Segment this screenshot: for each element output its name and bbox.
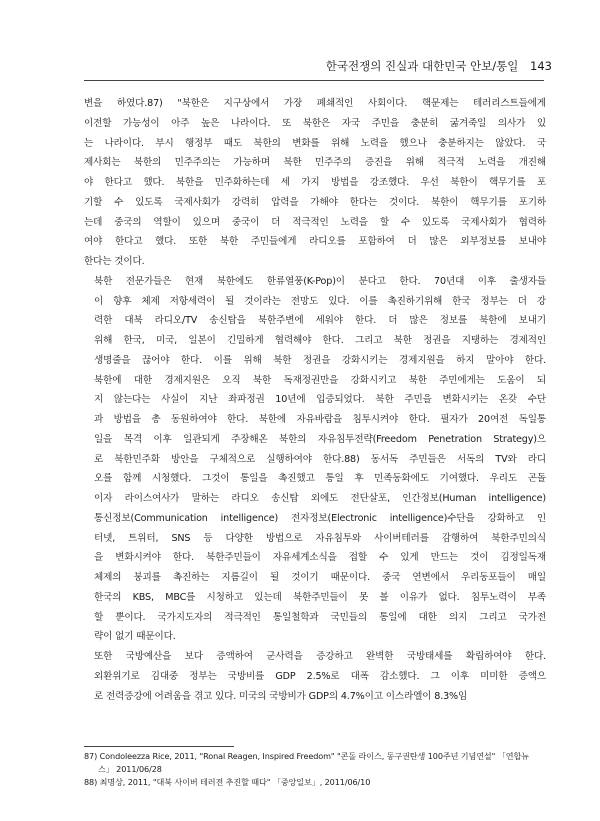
text-line: 이자 라이스여사가 말하는 라디오 송신탑 외에도 전단살포, 인간정보(Human intelligence): [94, 493, 546, 504]
footnote-line: 88) 최명상, 2011, "대북 사이버 테러전 추진할 때다" 「중앙일보」, 2011/06/10: [84, 777, 371, 787]
text-line: 야 한다고 했다. 북한을 민주화하는데 세 가지 방법을 강조했다. 우선 북한이 핵무기를 포: [84, 177, 546, 188]
paragraph: [84, 94, 546, 272]
text-line: 여야 한다고 했다. 또한 북한 주민들에게 라디오를 포함하여 더 많은 외부정보를 보내야: [84, 236, 546, 248]
running-header-title: 한국전쟁의 진실과 대한민국 안보/통일: [325, 59, 519, 73]
text-line: 북한에 대한 경제지원은 오직 북한 독재정권만을 강화시키고 북한 주민에게는 도움이 되: [94, 374, 546, 386]
footnote-rule: [84, 746, 234, 747]
text-line: 오를 함께 시청했다. 그것이 통일을 촉진했고 통일 후 민족동화에도 기여했다. 우리도 곤돌: [94, 473, 546, 485]
text-line: 로 전력증강에 어려움을 겪고 있다. 미국의 국방비가 GDP의 4.7%이고 이스라엘이 8.3%임: [94, 690, 468, 702]
footnote-line: 스」 2011/06/28: [98, 764, 162, 774]
text-line: 터넷, 트위터, SNS 등 다양한 방법으로 자유침투와 사이버테러를 감행하여 북한주민의식: [94, 532, 546, 544]
header-rule: [84, 80, 544, 81]
paragraph: [84, 647, 546, 706]
text-line: 이 향후 체제 저항세력이 될 것이라는 전망도 있다. 이를 촉진하기위해 한국 정부는 더 강: [94, 295, 546, 307]
text-line: 는 나라이다. 부시 행정부 때도 북한의 변화를 위해 노력을 했으나 충분하지는 않았다. 국: [84, 137, 546, 149]
text-line: 을 변화시켜야 한다. 북한주민들이 자유세계소식을 접할 수 있게 만드는 것이 김정일독재: [94, 552, 546, 564]
paragraph: [84, 272, 546, 647]
text-line: 지 않는다는 사실이 지난 좌파정권 10년에 입증되었다. 북한 주민을 변화시키는 온갖 수단: [94, 394, 546, 406]
text-line: 일을 목격 이후 일관되게 주장해온 북한의 자유침투전략(Freedom Penetration Strategy)으: [94, 433, 546, 445]
text-line: 략이 없기 때문이다.: [94, 631, 176, 643]
text-line: 위해 한국, 미국, 일본이 긴밀하게 협력해야 한다. 그리고 북한 정권을 지탱하는 경제적인: [94, 335, 546, 346]
page-number: 143: [530, 59, 552, 73]
text-line: 이전할 가능성이 아주 높은 나라이다. 또 북한은 자국 주민을 충분히 굶겨죽일 의사가 있: [84, 117, 546, 129]
text-line: 한국의 KBS, MBC를 시청하고 있는데 북한주민들이 못 볼 이유가 없다. 침투노력이 부족: [94, 591, 546, 603]
text-line: 기할 수 있도록 국제사회가 강력히 압력을 가해야 한다는 것이다. 북한이 핵무기를 포기하: [84, 196, 546, 208]
text-line: 북한 전문가들은 현재 북한에도 한류열풍(K-Pop)이 분다고 한다. 70년대 이후 출생자들: [94, 275, 546, 287]
text-line: 과 방법을 총 동원하여야 한다. 북한에 자유바람을 침투시켜야 한다. 필자가 20여전 독일통: [94, 414, 546, 425]
text-line: 또한 국방예산을 보다 증액하여 군사력을 증강하고 완벽한 국방태세를 확립하여야 한다.: [94, 651, 546, 662]
text-line: 한다는 것이다.: [84, 256, 145, 267]
text-line: 할 뿐이다. 국가지도자의 적극적인 통일철학과 국민들의 통일에 대한 의지 그리고 국가전: [94, 611, 546, 623]
text-line: 로 북한민주화 방안을 구체적으로 실행하여야 한다.88) 동서독 주민들은 서독의 TV와 라디: [94, 453, 546, 465]
text-line: 제사회는 북한의 민주주의는 가능하며 북한 민주주의 증진을 위해 적극적 노력을 개진해: [84, 157, 546, 169]
text-line: 는데 중국의 역할이 있으며 중국이 더 적극적인 노력을 할 수 있도록 국제사회가 협력하: [84, 216, 546, 228]
running-header: [326, 58, 552, 74]
text-line: 외환위기로 김대중 정부는 국방비를 GDP 2.5%로 대폭 감소했다. 그 이후 미미한 증액으: [94, 670, 546, 682]
text-line: 체제의 붕괴를 촉진하는 지름길이 될 것이기 때문이다. 중국 연변에서 우리동포들이 매일: [94, 572, 546, 583]
text-line: 통신정보(Communication intelligence) 전자정보(Electronic intelligence)수단을 강화하고 인: [94, 512, 546, 524]
text-line: 생명줄을 끊어야 한다. 이를 위해 북한 정권을 강화시키는 경제지원을 하지 말아야 한다.: [94, 354, 546, 366]
text-line: 력한 대북 라디오/TV 송신탑을 북한주변에 세워야 한다. 더 많은 정보를 북한에 보내기: [94, 315, 546, 327]
footnotes: [84, 750, 554, 789]
text-line: 변을 하였다.87) "북한은 지구상에서 가장 폐쇄적인 사회이다. 핵문제는 테러리스트들에게: [84, 98, 546, 109]
footnote-line: 87) Condoleezza Rice, 2011, "Ronal Reagen, Inspired Freedom" "콘돌 라이스, 동구권탄생 100주년 기념연설" 「연합뉴: [84, 751, 529, 761]
body-text: [84, 94, 546, 706]
